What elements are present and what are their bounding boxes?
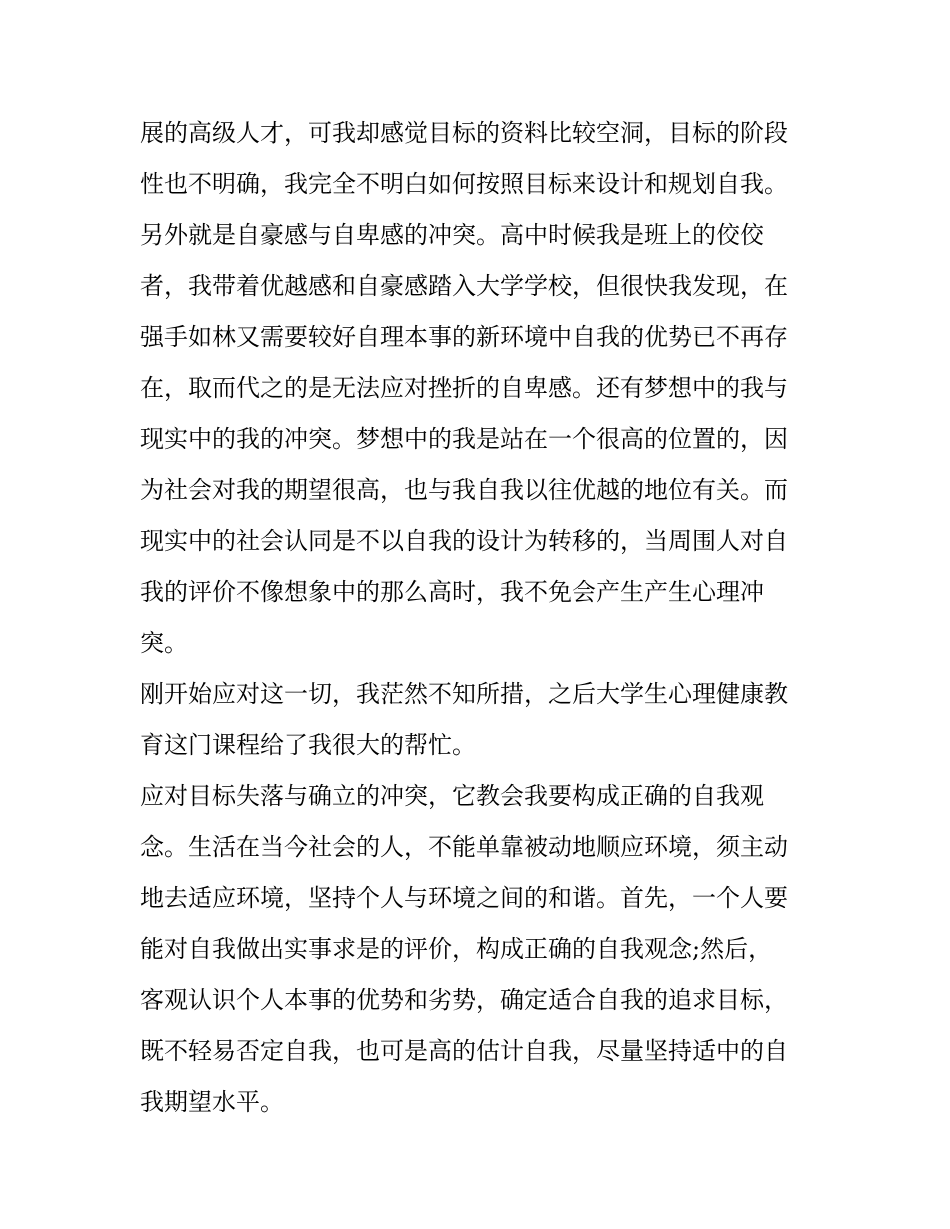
text-line: 刚开始应对这一切，我茫然不知所措，之后大学生心理健康教	[140, 680, 788, 708]
text-line: 地去适应环境，坚持个人与环境之间的和谐。首先，一个人要	[140, 884, 788, 912]
text-line: 育这门课程给了我很大的帮忙。	[140, 731, 476, 759]
text-line: 客观认识个人本事的优势和劣势，确定适合自我的追求目标，	[140, 986, 788, 1014]
text-line: 能对自我做出实事求是的评价，构成正确的自我观念;然后，	[140, 935, 773, 963]
text-line: 念。生活在当今社会的人，不能单靠被动地顺应环境，须主动	[140, 833, 788, 861]
text-line: 我的评价不像想象中的那么高时，我不免会产生产生心理冲	[140, 578, 764, 606]
document-body	[140, 108, 830, 1128]
text-line: 者，我带着优越感和自豪感踏入大学学校，但很快我发现，在	[140, 272, 788, 300]
text-line: 在，取而代之的是无法应对挫折的自卑感。还有梦想中的我与	[140, 374, 788, 402]
text-line: 性也不明确，我完全不明白如何按照目标来设计和规划自我。	[140, 170, 788, 198]
text-line: 既不轻易否定自我，也可是高的估计自我，尽量坚持适中的自	[140, 1037, 788, 1065]
text-line: 另外就是自豪感与自卑感的冲突。高中时候我是班上的佼佼	[140, 221, 764, 249]
text-line: 现实中的社会认同是不以自我的设计为转移的，当周围人对自	[140, 527, 788, 555]
text-line: 为社会对我的期望很高，也与我自我以往优越的地位有关。而	[140, 476, 788, 504]
text-line: 突。	[140, 629, 188, 657]
text-line: 我期望水平。	[140, 1088, 284, 1116]
text-line: 强手如林又需要较好自理本事的新环境中自我的优势已不再存	[140, 323, 788, 351]
text-line: 应对目标失落与确立的冲突，它教会我要构成正确的自我观	[140, 782, 764, 810]
text-line: 现实中的我的冲突。梦想中的我是站在一个很高的位置的，因	[140, 425, 788, 453]
text-line: 展的高级人才，可我却感觉目标的资料比较空洞，目标的阶段	[140, 119, 788, 147]
